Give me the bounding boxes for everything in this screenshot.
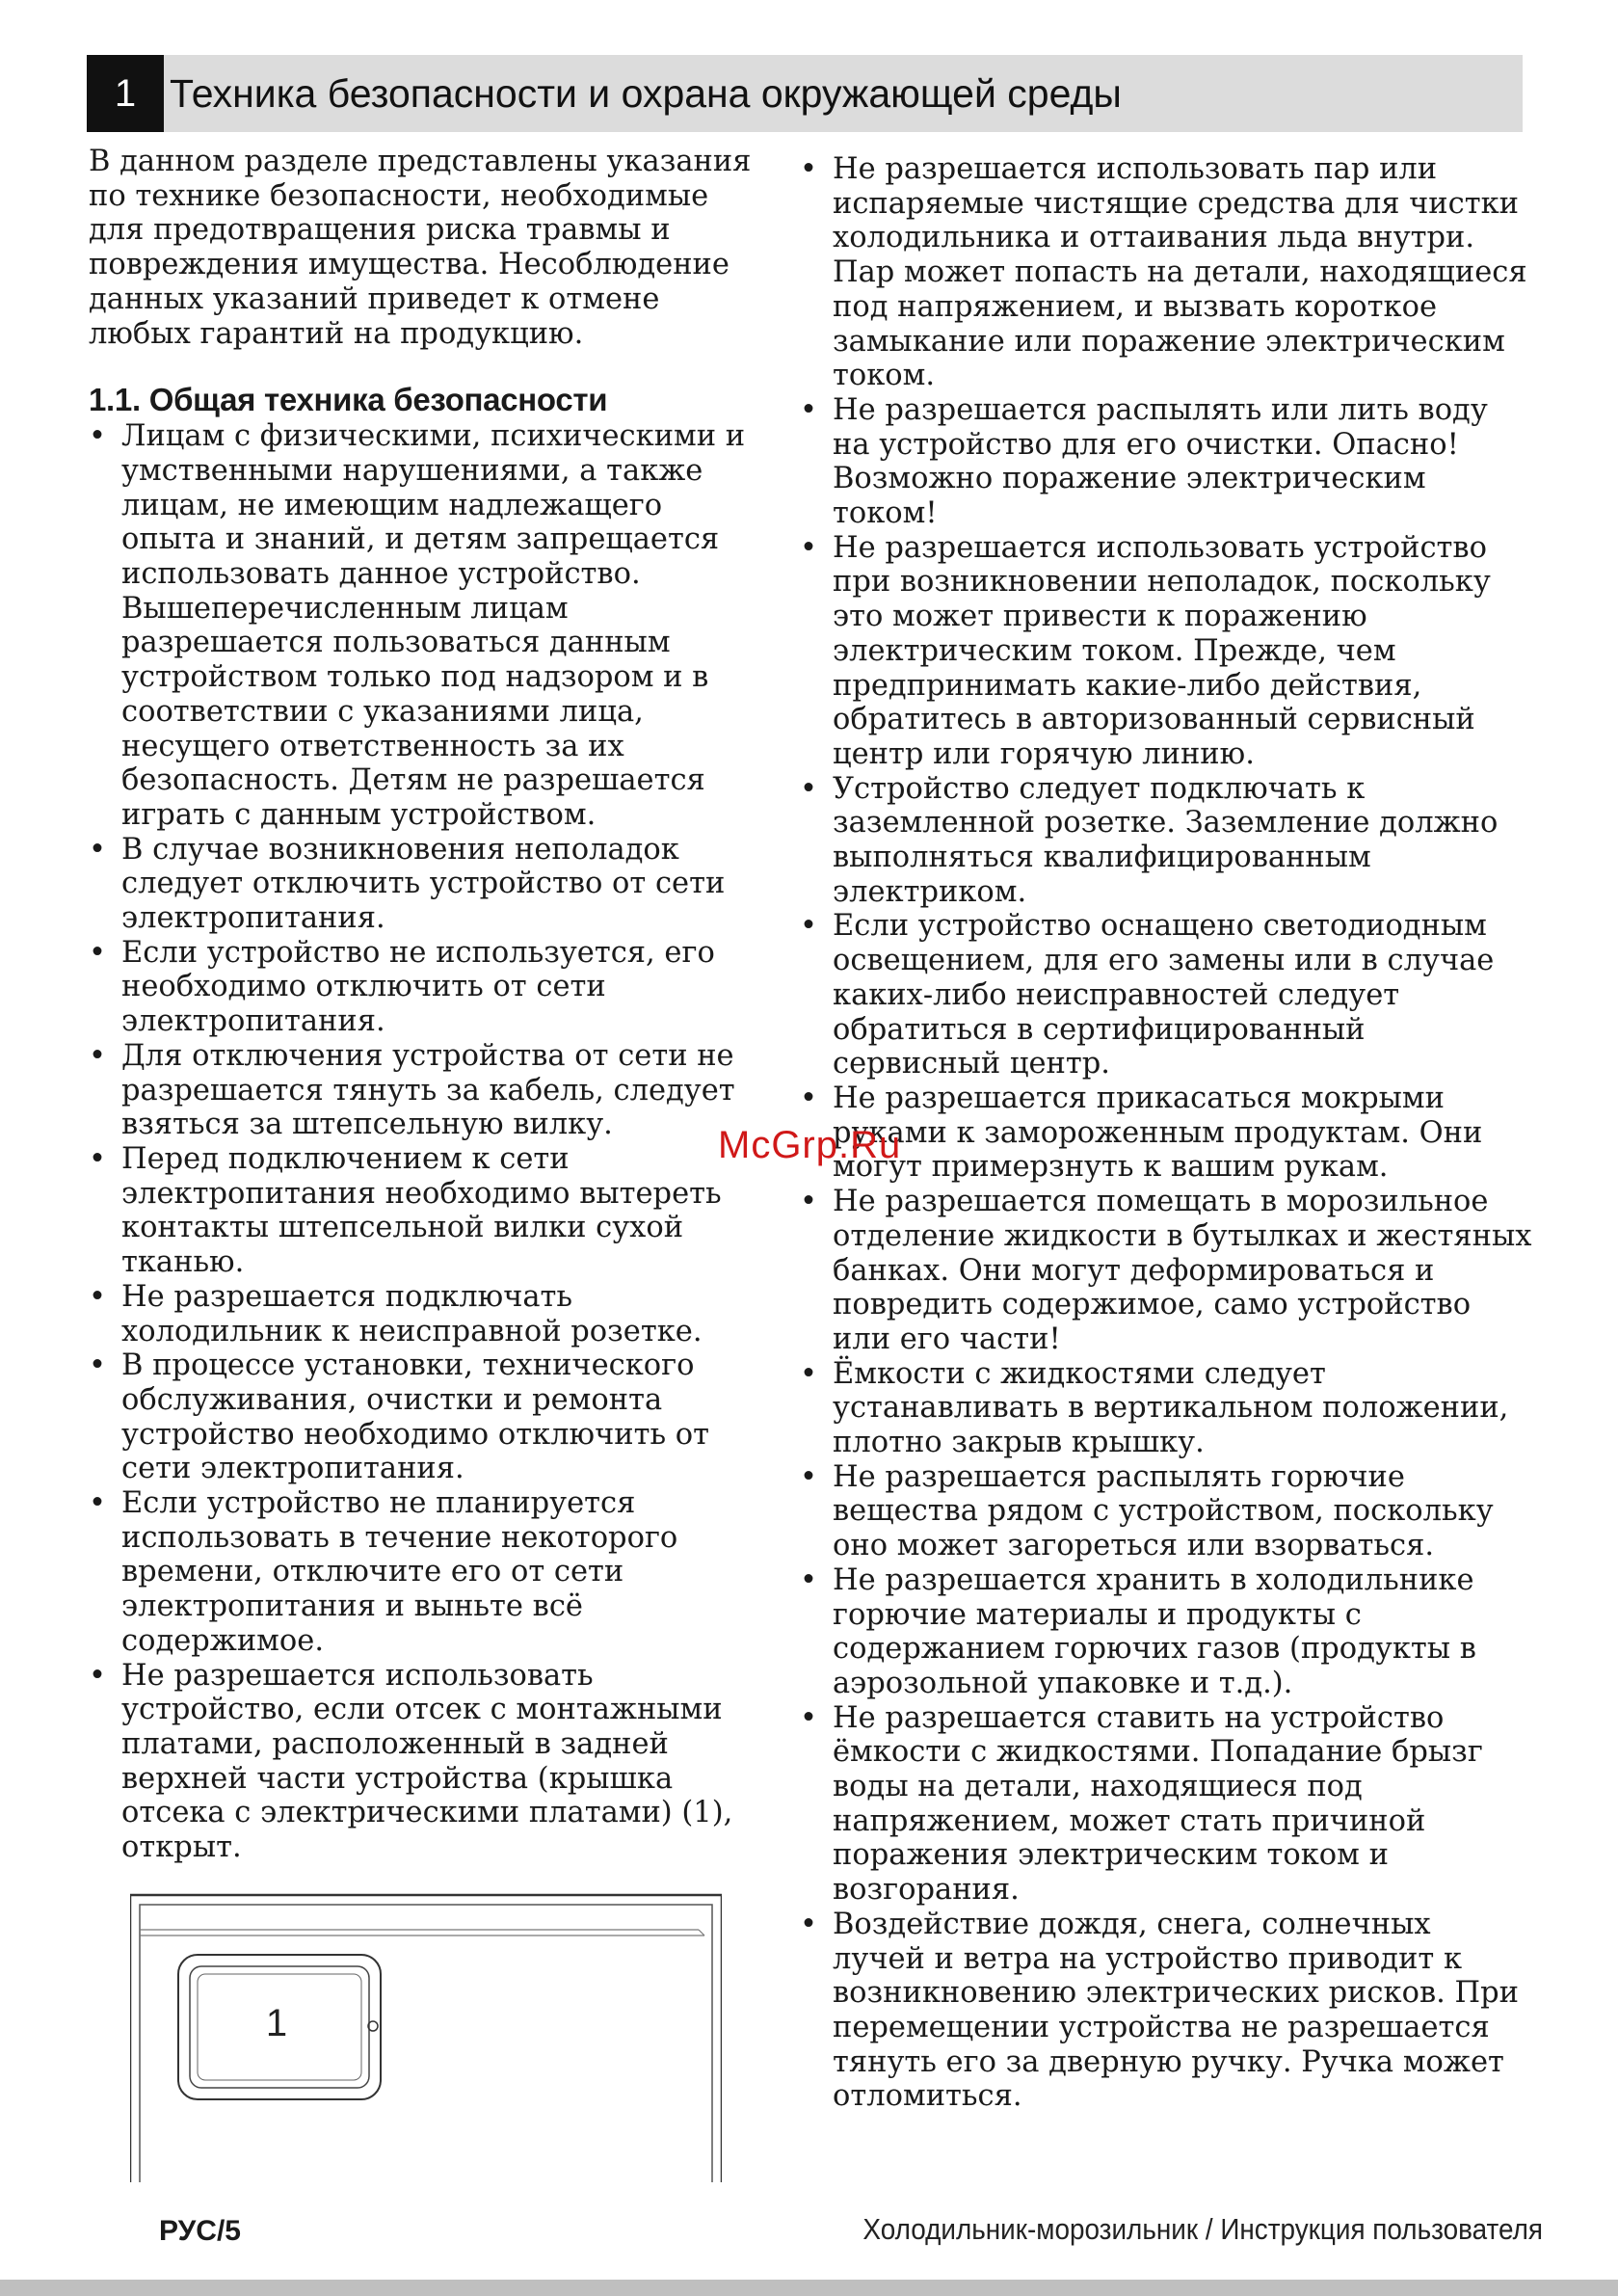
list-item-text: Не разрешается использовать устройство при возникновении неполадок, поскольку это может привести к поражению электрическим током. Прежде, чем предпринимать какие-либо действия, обратитесь в авторизованный сервисный центр или горячую линию. <box>833 530 1491 771</box>
list-item-text: Лицам с физическими, психическими и умственными нарушениями, а также лицам, не имеющим надлежащего опыта и знаний, и детям запрещается использовать данное устройство. Вышеперечисленным лицам разрешается пользоваться данным устройством только под надзором и в соответствии с указаниями лица, несущего ответственность за их безопасность. Детям не разрешается играть с данным устройством. <box>121 419 746 832</box>
bullet-icon: • <box>800 1562 817 1597</box>
bullet-icon: • <box>800 1356 817 1391</box>
list-item <box>800 1081 1532 1185</box>
list-item <box>800 1701 1532 1908</box>
list-item <box>89 1486 763 1659</box>
list-item-text: Не разрешается распылять или лить воду на устройство для его очистки. Опасно! Возможно поражение электрическим током! <box>833 392 1488 531</box>
list-item-text: Не разрешается прикасаться мокрыми руками к замороженным продуктам. Они могут примерзнуть к вашим рукам. <box>833 1081 1483 1185</box>
list-item-text: Перед подключением к сети электропитания необходимо вытереть контакты штепсельной вилки сухой тканью. <box>121 1141 722 1280</box>
bullet-icon: • <box>800 1081 817 1115</box>
bullet-icon: • <box>89 1038 106 1073</box>
bullet-icon: • <box>89 1348 106 1383</box>
list-item-text: Воздействие дождя, снега, солнечных лучей и ветра на устройство приводит к возникновению электрических рисков. При перемещении устройства не разрешается тянуть его за дверную ручку. Ручка может отломиться. <box>833 1907 1519 2114</box>
list-item-text: Не разрешается ставить на устройство ёмкости с жидкостями. Попадание брызг воды на детали, находящиеся под напряжением, может стать причиной поражения электрическим током и возгорания. <box>833 1700 1483 1908</box>
left-bullet-list <box>89 419 763 1865</box>
list-item-text: Не разрешается подключать холодильник к неисправной розетке. <box>121 1279 703 1348</box>
list-item <box>89 1348 763 1486</box>
list-item-text: В процессе установки, технического обслуживания, очистки и ремонта устройство необходимо отключить от сети электропитания. <box>121 1348 709 1486</box>
watermark: McGrp.Ru <box>718 1124 902 1166</box>
list-item <box>89 1142 763 1280</box>
chapter-number: 1 <box>87 55 164 132</box>
list-item-text: В случае возникновения неполадок следует отключить устройство от сети электропитания. <box>121 832 726 936</box>
list-item-text: Для отключения устройства от сети не разрешается тянуть за кабель, следует взяться за штепсельную вилку. <box>121 1038 735 1142</box>
right-column <box>800 152 1532 2114</box>
list-item <box>89 419 763 832</box>
list-item <box>89 1039 763 1142</box>
bullet-icon: • <box>89 1141 106 1176</box>
list-item-text: Не разрешается распылять горючие вещества рядом с устройством, поскольку оно может загореться или взорваться. <box>833 1459 1494 1563</box>
bullet-icon: • <box>800 1907 817 1941</box>
list-item <box>800 531 1532 772</box>
list-item-text: Если устройство оснащено светодиодным освещением, для его замены или в случае каких-либо неисправностей следует обратиться в сертифицированный сервисный центр. <box>833 909 1495 1081</box>
board-cover-figure <box>130 1893 722 2182</box>
list-item <box>800 1460 1532 1563</box>
bullet-icon: • <box>800 392 817 427</box>
list-item <box>800 1908 1532 2114</box>
list-item <box>800 1185 1532 1357</box>
list-item <box>800 1357 1532 1460</box>
bullet-icon: • <box>89 832 106 867</box>
bullet-icon: • <box>89 1279 106 1314</box>
list-item-text: Не разрешается хранить в холодильнике горючие материалы и продукты с содержанием горючих газов (продукты в аэрозольной упаковке и т.д.). <box>833 1562 1476 1700</box>
list-item <box>800 393 1532 531</box>
list-item <box>89 833 763 936</box>
fridge-top-illustration <box>130 1893 722 2182</box>
bullet-icon: • <box>800 1185 817 1219</box>
bullet-icon: • <box>800 909 817 944</box>
bullet-icon: • <box>89 1486 106 1521</box>
bullet-icon: • <box>800 771 817 806</box>
list-item-text: Ёмкости с жидкостями следует устанавливать в вертикальном положении, плотно закрыв крышку. <box>833 1356 1509 1460</box>
list-item <box>800 1563 1532 1701</box>
figure-label: 1 <box>265 2002 288 2044</box>
section-heading: 1.1. Общая техника безопасности <box>89 382 608 418</box>
list-item-text: Не разрешается помещать в морозильное отделение жидкости в бутылках и жестяных банках. Они могут деформироваться и повредить содержимое, само устройство или его части! <box>833 1185 1532 1356</box>
list-item-text: Не разрешается использовать пар или испаряемые чистящие средства для чистки холодильника и оттаивания льда внутри. Пар может попасть на детали, находящиеся под напряжением, и вызвать короткое замыкание или поражение электрическим током. <box>833 152 1527 393</box>
page-number: РУС/5 <box>159 2215 241 2247</box>
bullet-icon: • <box>89 1658 106 1693</box>
bottom-border <box>0 2280 1618 2296</box>
right-bullet-list <box>800 152 1532 2114</box>
footer-title: Холодильник-морозильник / Инструкция пользователя <box>862 2212 1543 2246</box>
bullet-icon: • <box>800 1459 817 1494</box>
list-item <box>800 772 1532 910</box>
chapter-title: Техника безопасности и охрана окружающей среды <box>170 70 1122 116</box>
bullet-icon: • <box>800 152 817 186</box>
bullet-icon: • <box>89 935 106 970</box>
intro-paragraph: В данном разделе представлены указания по технике безопасности, необходимые для предотвращения риска травмы и повреждения имущества. Несоблюдение данных указаний приведет к отмене любых гарантий на продукцию. <box>89 145 752 351</box>
list-item-text: Если устройство не планируется использовать в течение некоторого времени, отключите его от сети электропитания и выньте всё содержимое. <box>121 1486 678 1658</box>
list-item <box>89 1659 763 1865</box>
list-item-text: Не разрешается использовать устройство, если отсек с монтажными платами, расположенный в задней верхней части устройства (крышка отсека с электрическими платами) (1), открыт. <box>121 1658 733 1865</box>
list-item <box>800 152 1532 393</box>
bullet-icon: • <box>800 530 817 565</box>
bullet-icon: • <box>800 1700 817 1735</box>
list-item-text: Если устройство не используется, его необходимо отключить от сети электропитания. <box>121 935 715 1039</box>
list-item <box>89 936 763 1039</box>
list-item-text: Устройство следует подключать к заземленной розетке. Заземление должно выполняться квалифицированным электриком. <box>833 771 1499 909</box>
left-column <box>89 145 763 1865</box>
list-item <box>89 1280 763 1348</box>
bullet-icon: • <box>89 419 106 454</box>
list-item <box>800 909 1532 1081</box>
